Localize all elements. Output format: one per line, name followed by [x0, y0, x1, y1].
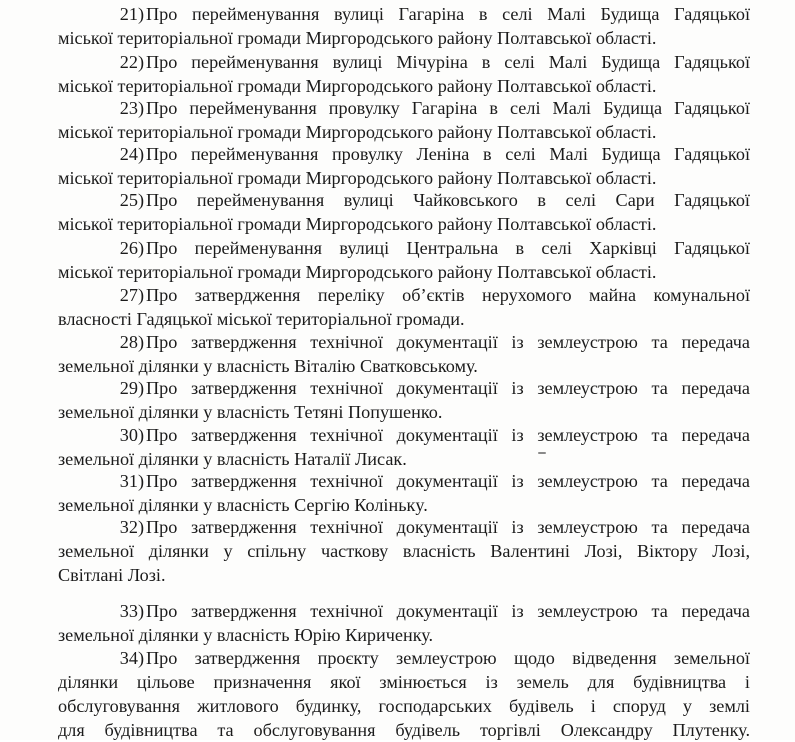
item-text-line: власності Гадяцької міської територіальної громади.: [58, 309, 465, 329]
agenda-item-30: [58, 423, 750, 471]
agenda-item-22: [58, 50, 750, 98]
item-number: 30): [119, 425, 144, 445]
agenda-item-29: [58, 376, 750, 424]
item-number: 34): [119, 648, 144, 668]
item-text-line: Про затвердження технічної документації із землеустрою та передача: [146, 425, 750, 445]
item-text-line: міської територіальної громади Миргородського району Полтавської області.: [58, 262, 657, 282]
item-number: 21): [119, 4, 144, 24]
item-text-line: Про затвердження технічної документації із землеустрою та передача: [146, 471, 750, 491]
item-text-line: земельної ділянки у власність Наталії Лисак.: [58, 449, 407, 469]
item-text-line: міської територіальної громади Миргородського району Полтавської області.: [58, 76, 657, 96]
agenda-item-27: [58, 283, 750, 331]
agenda-item-32: [58, 515, 750, 587]
item-number: 33): [119, 601, 144, 621]
item-text-line: Про затвердження технічної документації із землеустрою та передача: [146, 332, 750, 352]
item-text-line: для будівництва та обслуговування будівель торгівлі Олександру Плутенку.: [58, 720, 750, 740]
agenda-item-26: [58, 236, 750, 284]
item-text-line: Про перейменування вулиці Чайковського в селі Сари Гадяцької: [146, 190, 750, 210]
item-text-line: земельної ділянки у власність Тетяні Попушенко.: [58, 402, 443, 422]
item-number: 25): [119, 190, 144, 210]
item-text-line: міської територіальної громади Миргородського району Полтавської області.: [58, 122, 657, 142]
item-number: 22): [119, 52, 144, 72]
item-number: 23): [119, 98, 144, 118]
item-text-line: ділянки цільове призначення якої змінюється із земель для будівництва і: [58, 672, 750, 692]
agenda-item-31: [58, 469, 750, 517]
item-text-line: Світлані Лозі.: [58, 565, 166, 585]
item-text-line: Про перейменування провулку Леніна в селі Малі Будища Гадяцької: [146, 144, 750, 164]
item-text-line: обслуговування житлового будинку, господарських будівель і споруд у землі: [58, 696, 750, 716]
agenda-item-28: [58, 330, 750, 378]
item-text-line: земельної ділянки у власність Сергію Колінькy.: [58, 495, 428, 515]
item-text-line: Про перейменування вулиці Центральна в селі Харківці Гадяцької: [146, 238, 750, 258]
item-text-line: Про перейменування вулиці Мічуріна в селі Малі Будища Гадяцької: [146, 52, 750, 72]
item-text-line: земельної ділянки у власність Юрію Кириченку.: [58, 625, 434, 645]
item-text-line: міської територіальної громади Миргородського району Полтавської області.: [58, 214, 657, 234]
item-number: 26): [119, 238, 144, 258]
agenda-item-23: [58, 96, 750, 144]
item-number: 28): [119, 332, 144, 352]
item-text-line: земельної ділянки у власність Віталію Сватковському.: [58, 356, 478, 376]
agenda-item-24: [58, 142, 750, 190]
agenda-item-21: [58, 2, 750, 50]
item-number: 31): [119, 471, 144, 491]
agenda-item-34: [58, 646, 750, 742]
item-text-line: Про затвердження проєкту землеустрою щодо відведення земельної: [146, 648, 750, 668]
item-text-line: міської територіальної громади Миргородського району Полтавської області.: [58, 28, 657, 48]
agenda-item-33: [58, 599, 750, 647]
item-text-line: Про затвердження технічної документації із землеустрою та передача: [146, 601, 750, 621]
agenda-item-25: [58, 188, 750, 236]
scan-speck: [538, 452, 546, 454]
item-text-line: міської територіальної громади Миргородського району Полтавської області.: [58, 168, 657, 188]
item-text-line: Про затвердження технічної документації із землеустрою та передача: [146, 378, 750, 398]
item-number: 29): [119, 378, 144, 398]
item-text-line: Про затвердження переліку об’єктів нерухомого майна комунальної: [146, 285, 750, 305]
item-text-line: земельної ділянки у спільну часткову власність Валентині Лозі, Віктору Лозі,: [58, 541, 750, 561]
item-number: 24): [119, 144, 144, 164]
item-number: 27): [119, 285, 144, 305]
item-text-line: Про перейменування провулку Гагаріна в селі Малі Будища Гадяцької: [146, 98, 750, 118]
item-text-line: Про перейменування вулиці Гагаріна в селі Малі Будища Гадяцької: [146, 4, 750, 24]
item-number: 32): [119, 517, 144, 537]
item-text-line: Про затвердження технічної документації із землеустрою та передача: [146, 517, 750, 537]
